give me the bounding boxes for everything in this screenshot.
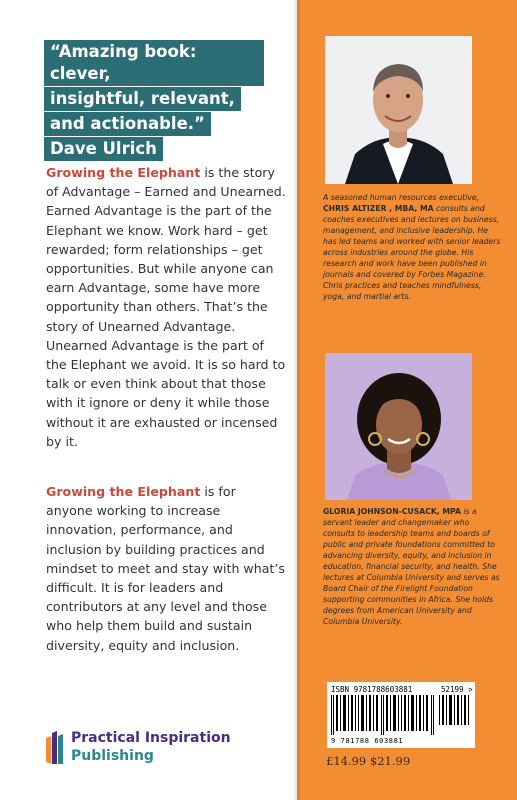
author-photo-chris-altizer	[325, 36, 472, 184]
price-label: £14.99 $21.99	[326, 754, 411, 768]
quote-line: and actionable.”	[44, 112, 211, 136]
quote-line: insightful, relevant,	[44, 87, 241, 111]
blurb-text: is the story of Advantage – Earned and Unearned. Earned Advantage is the part of the Elephant we know. Work hard – get rewarded; form relationships – get opportunities. But while anyone can earn Advantage, some have more opportunity than others. That’s the story of Unearned Advantage. Unearned Advantage is the part of the Elephant we avoid. It is so hard to talk or even think about that those with it ignore or deny it while those without it are exhausted or incensed by it.	[46, 165, 286, 449]
isbn-digits: 9 781788 603881	[331, 737, 404, 745]
quote-attribution: Dave Ulrich	[44, 137, 163, 161]
publisher-books-icon	[44, 730, 66, 764]
publisher-name: Practical Inspiration	[71, 730, 231, 746]
woman-portrait-icon	[325, 353, 472, 500]
quote-line: “Amazing book: clever,	[44, 40, 264, 86]
publisher-name-suffix: Publishing	[71, 748, 154, 764]
blurb-paragraph-2	[46, 482, 286, 655]
author-name: GLORIA JOHNSON-CUSACK, MPA	[323, 507, 461, 516]
addon-barcode-bars	[439, 695, 471, 725]
book-title-highlight: Growing the Elephant	[46, 484, 201, 499]
panel-divider	[292, 0, 302, 800]
publisher-logo	[44, 728, 244, 768]
author-photo-gloria-johnson-cusack	[325, 353, 472, 500]
author-bio-chris: A seasoned human resources executive, CHRIS ALTIZER , MBA, MA consults and coaches executives and lectures on business, management, and inclusive leadership. He has led teams and worked with senior leaders across industries around the globe. His research and work have been published in journals and covered by Forbes Magazine. Chris practices and teaches mindfulness, yoga, and martial arts.	[323, 193, 501, 301]
price-addon-code: 52199 >	[441, 685, 473, 694]
book-title-highlight: Growing the Elephant	[46, 165, 201, 180]
man-portrait-icon	[325, 36, 472, 184]
author-name: CHRIS ALTIZER , MBA, MA	[323, 204, 434, 213]
barcode-bars	[331, 695, 435, 735]
endorsement-quote	[44, 40, 264, 162]
blurb-text: is for anyone working to increase innovation, performance, and inclusion by building practices and mindset to meet and stay with what’s difficult. It is for leaders and contributors at any level and those who help them build and sustain diversity, equity and inclusion.	[46, 484, 285, 653]
isbn-barcode	[327, 682, 475, 748]
blurb-paragraph-1	[46, 163, 286, 451]
author-bio-gloria: GLORIA JOHNSON-CUSACK, MPA is a servant leader and changemaker who consults to leadership teams and boards of public and private foundations committed to advancing diversity, equity, and inclusion in education, financial security, and health. She lectures at Columbia University and serves as Board Chair of the Firelight Foundation supporting communities in Africa. She holds degrees from American University and Columbia University.	[323, 507, 500, 626]
isbn-label: ISBN 9781788603881	[331, 685, 413, 694]
